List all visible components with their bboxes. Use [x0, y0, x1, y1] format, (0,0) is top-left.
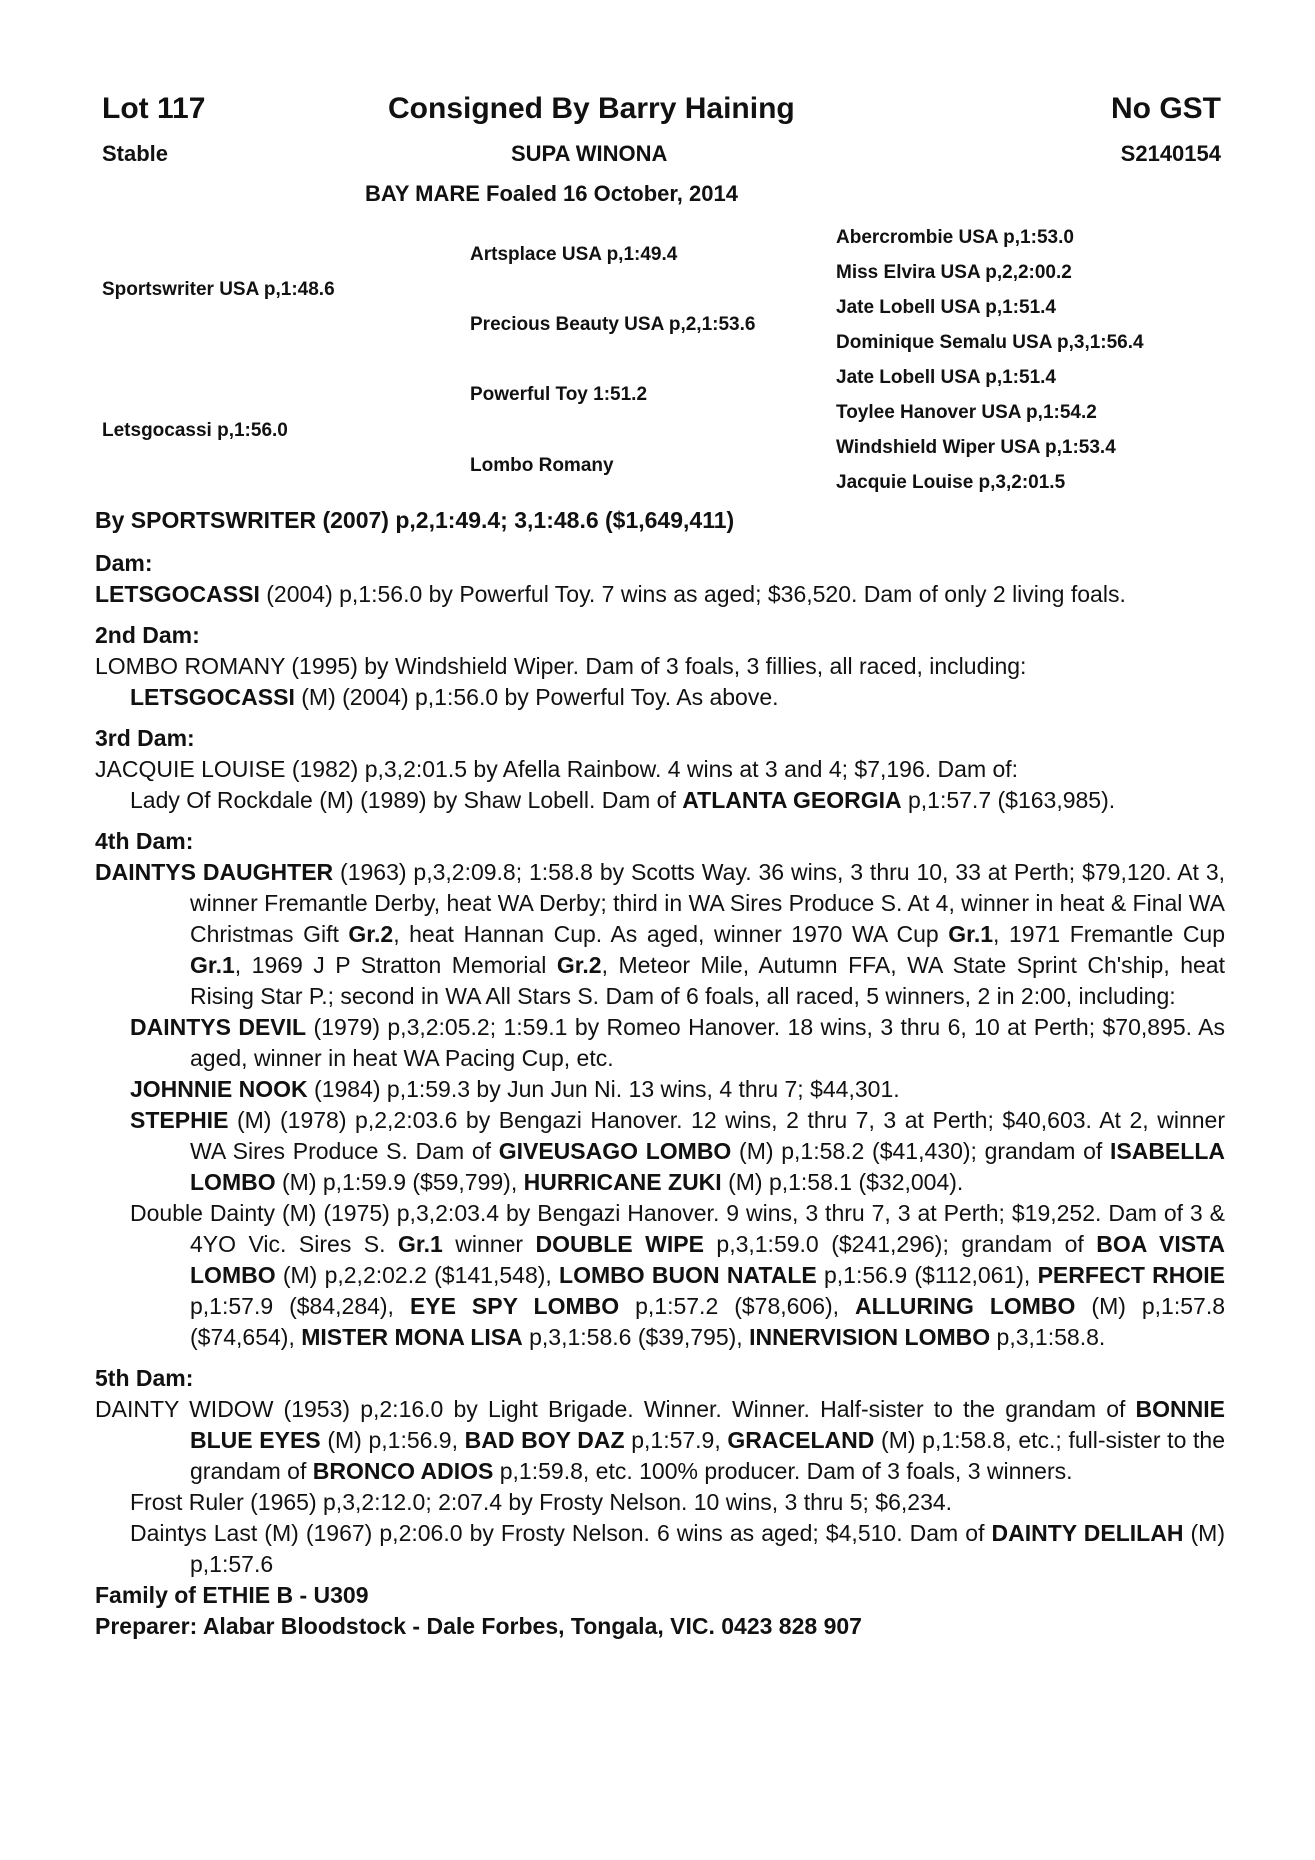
- fourth-dam-progeny-3: STEPHIE (M) (1978) p,2,2:03.6 by Bengazi Hanover. 12 wins, 2 thru 7, 3 at Perth; $40,603. At 2, winner WA Sires Produce S. Dam of GIVEUSAGO LOMBO (M) p,1:58.2 ($41,430); grandam of ISABELLA LOMBO (M) p,1:59.9 ($59,799), HURRICANE ZUKI (M) p,1:58.1 ($32,004).: [130, 1107, 1225, 1195]
- fourth-dam-progeny-4: Double Dainty (M) (1975) p,3,2:03.4 by Bengazi Hanover. 9 wins, 3 thru 7, 3 at Perth; $19,252. Dam of 3 & 4YO Vic. Sires S. Gr.1 winner DOUBLE WIPE p,3,1:59.0 ($241,296); grandam of BOA VISTA LOMBO (M) p,2,2:02.2 ($141,548), LOMBO BUON NATALE p,1:56.9 ($112,061), PERFECT RHOIE p,1:57.9 ($84,284), EYE SPY LOMBO p,1:57.2 ($78,606), ALLURING LOMBO (M) p,1:57.8 ($74,654), MISTER MONA LISA p,3,1:58.6 ($39,795), INNERVISION LOMBO p,3,1:58.8.: [130, 1200, 1226, 1350]
- third-dam-progeny: Lady Of Rockdale (M) (1989) by Shaw Lobell. Dam of ATLANTA GEORGIA p,1:57.7 ($163,985).: [130, 787, 1116, 813]
- dam-name: LETSGOCASSI: [95, 581, 260, 607]
- second-dam-progeny: LETSGOCASSI (M) (2004) p,1:56.0 by Powerful Toy. As above.: [130, 684, 779, 710]
- second-dam-entry: LOMBO ROMANY (1995) by Windshield Wiper. Dam of 3 foals, 3 fillies, all raced, including:: [95, 653, 1027, 679]
- family-line: Family of ETHIE B - U309: [95, 1582, 369, 1608]
- lot-number: Lot 117: [102, 92, 206, 125]
- gst-status: No GST: [1111, 92, 1221, 125]
- pedigree-gen3-8: Jacquie Louise p,3,2:01.5: [836, 472, 1066, 493]
- stable-label: Stable: [102, 141, 169, 166]
- pedigree-sire-sire: Artsplace USA p,1:49.4: [470, 244, 678, 265]
- third-dam-heading: 3rd Dam:: [95, 725, 195, 751]
- pedigree-gen3-6: Toylee Hanover USA p,1:54.2: [836, 402, 1097, 423]
- fourth-dam-entry: DAINTYS DAUGHTER (1963) p,3,2:09.8; 1:58.8 by Scotts Way. 36 wins, 3 thru 10, 33 at Perth; $79,120. At 3, winner Fremantle Derby, heat WA Derby; third in WA Sires Produce S. At 4, winner in heat & Final WA Christmas Gift Gr.2, heat Hannan Cup. As aged, winner 1970 WA Cup Gr.1, 1971 Fremantle Cup Gr.1, 1969 J P Stratton Memorial Gr.2, Meteor Mile, Autumn FFA, WA State Sprint Ch'ship, heat Rising Star P.; second in WA All Stars S. Dam of 6 foals, all raced, 5 winners, 2 in 2:00, including:: [95, 859, 1226, 1009]
- pedigree-gen3-2: Miss Elvira USA p,2,2:00.2: [836, 262, 1072, 283]
- by-line: By SPORTSWRITER (2007) p,2,1:49.4; 3,1:48.6 ($1,649,411): [95, 507, 735, 533]
- pedigree-gen3-7: Windshield Wiper USA p,1:53.4: [836, 437, 1116, 458]
- fourth-dam-heading: 4th Dam:: [95, 828, 194, 854]
- pedigree-dam-dam: Lombo Romany: [470, 455, 614, 476]
- third-dam-entry: JACQUIE LOUISE (1982) p,3,2:01.5 by Afella Rainbow. 4 wins at 3 and 4; $7,196. Dam of:: [95, 756, 1019, 782]
- dam-heading: Dam:: [95, 550, 153, 576]
- consignor: Consigned By Barry Haining: [388, 92, 795, 125]
- family-details: [95, 548, 1225, 1642]
- pedigree-sire: Sportswriter USA p,1:48.6: [102, 279, 335, 300]
- horse-code: S2140154: [1120, 141, 1221, 166]
- dam-entry: LETSGOCASSI (2004) p,1:56.0 by Powerful Toy. 7 wins as aged; $36,520. Dam of only 2 living foals.: [95, 581, 1126, 607]
- pedigree-gen3-4: Dominique Semalu USA p,3,1:56.4: [836, 332, 1144, 353]
- fifth-dam-progeny-2: Daintys Last (M) (1967) p,2:06.0 by Frosty Nelson. 6 wins as aged; $4,510. Dam of DAINTY DELILAH (M) p,1:57.6: [130, 1520, 1225, 1577]
- pedigree-sire-dam: Precious Beauty USA p,2,1:53.6: [470, 314, 756, 335]
- preparer-line: Preparer: Alabar Bloodstock - Dale Forbes, Tongala, VIC. 0423 828 907: [95, 1613, 862, 1639]
- pedigree-gen3-5: Jate Lobell USA p,1:51.4: [836, 367, 1056, 388]
- horse-description: BAY MARE Foaled 16 October, 2014: [365, 181, 738, 206]
- pedigree-dam: Letsgocassi p,1:56.0: [102, 420, 288, 441]
- second-dam-heading: 2nd Dam:: [95, 622, 200, 648]
- fifth-dam-heading: 5th Dam:: [95, 1365, 194, 1391]
- fourth-dam-progeny-1: DAINTYS DEVIL (1979) p,3,2:05.2; 1:59.1 by Romeo Hanover. 18 wins, 3 thru 6, 10 at Perth; $70,895. As aged, winner in heat WA Pacing Cup, etc.: [130, 1014, 1225, 1071]
- fifth-dam-progeny-1: Frost Ruler (1965) p,3,2:12.0; 2:07.4 by Frosty Nelson. 10 wins, 3 thru 5; $6,234.: [130, 1489, 953, 1515]
- fourth-dam-progeny-2: JOHNNIE NOOK (1984) p,1:59.3 by Jun Jun Ni. 13 wins, 4 thru 7; $44,301.: [130, 1076, 900, 1102]
- fifth-dam-entry: DAINTY WIDOW (1953) p,2:16.0 by Light Brigade. Winner. Winner. Half-sister to the grandam of BONNIE BLUE EYES (M) p,1:56.9, BAD BOY DAZ p,1:57.9, GRACELAND (M) p,1:58.8, etc.; full-sister to the grandam of BRONCO ADIOS p,1:59.8, etc. 100% producer. Dam of 3 foals, 3 winners.: [95, 1396, 1225, 1484]
- pedigree-dam-sire: Powerful Toy 1:51.2: [470, 384, 648, 405]
- pedigree-gen3-1: Abercrombie USA p,1:53.0: [836, 227, 1074, 248]
- horse-name: SUPA WINONA: [511, 141, 668, 166]
- pedigree-gen3-3: Jate Lobell USA p,1:51.4: [836, 297, 1056, 318]
